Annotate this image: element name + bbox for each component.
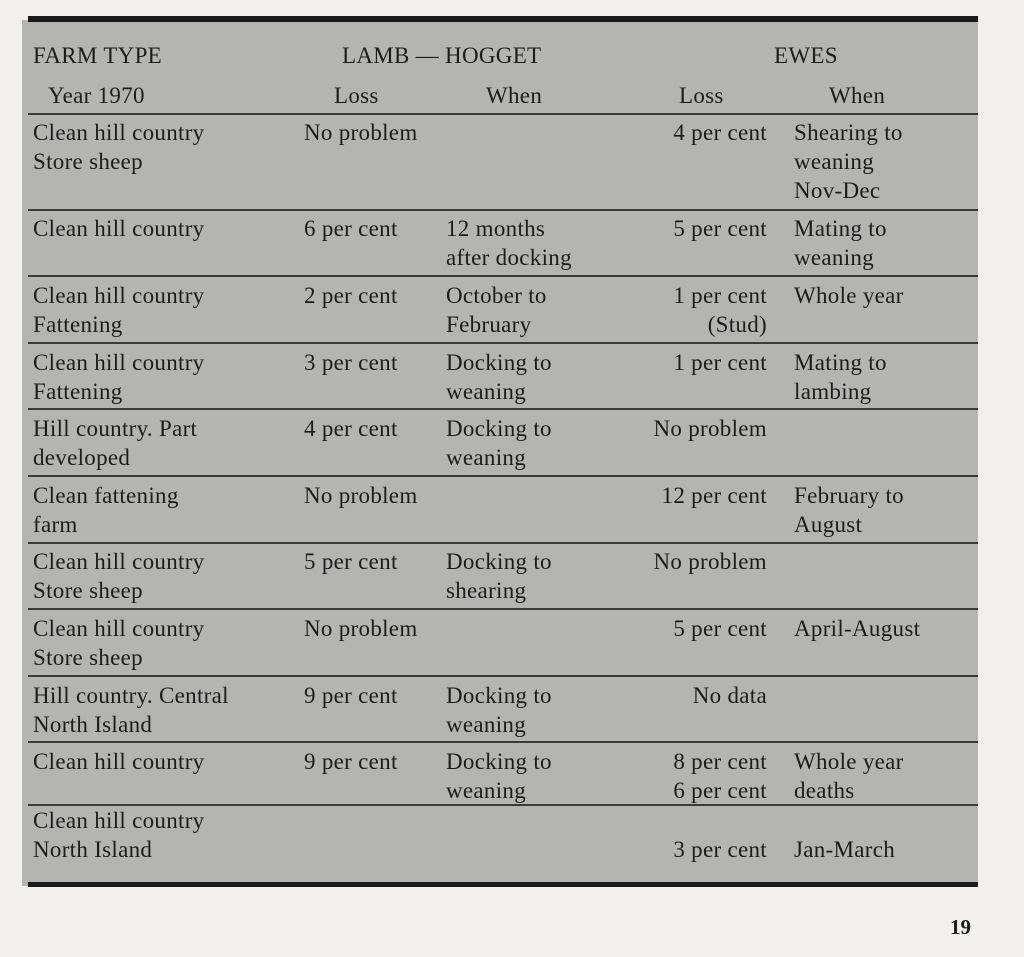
lamb-loss-cell: 5 per cent (304, 549, 398, 574)
ewe-loss-cell: 1 per cent (673, 350, 767, 375)
lamb-loss-cell: 9 per cent (304, 749, 398, 774)
ewe-when-cell: Whole year (794, 283, 904, 308)
farm-type-cell: Clean hill country (33, 749, 205, 774)
farm-type-cell: Fattening (33, 312, 123, 337)
lamb-loss-cell: No problem (304, 616, 418, 641)
lamb-when-cell: weaning (446, 379, 527, 404)
lamb-loss-cell: No problem (304, 483, 418, 508)
ewe-when-cell: weaning (794, 149, 875, 174)
row-divider (28, 608, 978, 610)
lamb-when-cell: Docking to (446, 350, 552, 375)
row-divider (28, 542, 978, 544)
header-year: Year 1970 (48, 83, 145, 108)
farm-type-cell: North Island (33, 712, 153, 737)
farm-type-cell: Clean hill country (33, 350, 205, 375)
row-divider (28, 804, 978, 806)
lamb-when-cell: after docking (446, 245, 572, 270)
row-divider (28, 408, 978, 410)
header-lamb-hogget: LAMB — HOGGET (342, 43, 542, 68)
ewe-loss-cell: 6 per cent (673, 778, 767, 803)
bottom-rule (28, 882, 978, 887)
ewe-loss-cell: 12 per cent (661, 483, 767, 508)
farm-type-cell: Clean hill country (33, 808, 205, 833)
ewe-when-cell: Mating to (794, 216, 887, 241)
ewe-loss-cell: No data (692, 683, 767, 708)
lamb-when-cell: 12 months (446, 216, 546, 241)
ewe-when-cell: Jan-March (794, 837, 896, 862)
farm-type-cell: Clean fattening (33, 483, 179, 508)
farm-type-cell: Hill country. Part (33, 416, 198, 441)
farm-type-cell: Clean hill country (33, 120, 205, 145)
ewe-when-cell: August (794, 512, 863, 537)
farm-type-cell: Clean hill country (33, 549, 205, 574)
ewe-when-cell: deaths (794, 778, 855, 803)
top-rule (28, 16, 978, 22)
lamb-loss-cell: 3 per cent (304, 350, 398, 375)
farm-type-cell: Store sheep (33, 578, 143, 603)
farm-type-cell: Store sheep (33, 645, 143, 670)
ewe-when-cell: Shearing to (794, 120, 903, 145)
ewe-when-cell: lambing (794, 379, 872, 404)
farm-type-cell: Fattening (33, 379, 123, 404)
lamb-loss-cell: No problem (304, 120, 418, 145)
ewe-loss-cell: 5 per cent (673, 616, 767, 641)
ewe-when-cell: Mating to (794, 350, 887, 375)
header-farm-type: FARM TYPE (33, 43, 163, 68)
ewe-loss-cell: No problem (653, 549, 767, 574)
lamb-when-cell: Docking to (446, 683, 552, 708)
farm-type-cell: developed (33, 445, 131, 470)
farm-type-cell: Clean hill country (33, 216, 205, 241)
row-divider (28, 342, 978, 344)
lamb-when-cell: Docking to (446, 549, 552, 574)
farm-type-cell: Hill country. Central (33, 683, 229, 708)
ewe-loss-cell: 8 per cent (673, 749, 767, 774)
ewe-loss-cell: 1 per cent (673, 283, 767, 308)
lamb-when-cell: February (446, 312, 532, 337)
lamb-when-cell: October to (446, 283, 547, 308)
farm-type-cell: Clean hill country (33, 283, 205, 308)
lamb-when-cell: weaning (446, 712, 527, 737)
row-divider (28, 209, 978, 211)
header-ewe-when: When (829, 83, 886, 108)
row-divider (28, 113, 978, 115)
ewe-when-cell: April-August (794, 616, 921, 641)
lamb-loss-cell: 4 per cent (304, 416, 398, 441)
header-lamb-loss: Loss (334, 83, 379, 108)
row-divider (28, 675, 978, 677)
ewe-loss-cell: No problem (653, 416, 767, 441)
lamb-when-cell: Docking to (446, 749, 552, 774)
farm-type-cell: Clean hill country (33, 616, 205, 641)
lamb-when-cell: weaning (446, 445, 527, 470)
ewe-when-cell: weaning (794, 245, 875, 270)
lamb-loss-cell: 2 per cent (304, 283, 398, 308)
page-number: 19 (950, 915, 971, 939)
header-lamb-when: When (486, 83, 543, 108)
farm-type-cell: North Island (33, 837, 153, 862)
lamb-loss-cell: 9 per cent (304, 683, 398, 708)
lamb-when-cell: shearing (446, 578, 527, 603)
ewe-loss-cell: (Stud) (707, 312, 767, 337)
lamb-when-cell: Docking to (446, 416, 552, 441)
ewe-when-cell: Whole year (794, 749, 904, 774)
ewe-loss-cell: 3 per cent (673, 837, 767, 862)
ewe-when-cell: Nov-Dec (794, 178, 881, 203)
ewe-loss-cell: 4 per cent (673, 120, 767, 145)
row-divider (28, 741, 978, 743)
ewe-loss-cell: 5 per cent (673, 216, 767, 241)
ewe-when-cell: February to (794, 483, 904, 508)
lamb-when-cell: weaning (446, 778, 527, 803)
header-ewe-loss: Loss (679, 83, 724, 108)
farm-type-cell: farm (33, 512, 78, 537)
lamb-loss-cell: 6 per cent (304, 216, 398, 241)
farm-type-cell: Store sheep (33, 149, 143, 174)
header-ewes: EWES (774, 43, 838, 68)
row-divider (28, 475, 978, 477)
row-divider (28, 275, 978, 277)
